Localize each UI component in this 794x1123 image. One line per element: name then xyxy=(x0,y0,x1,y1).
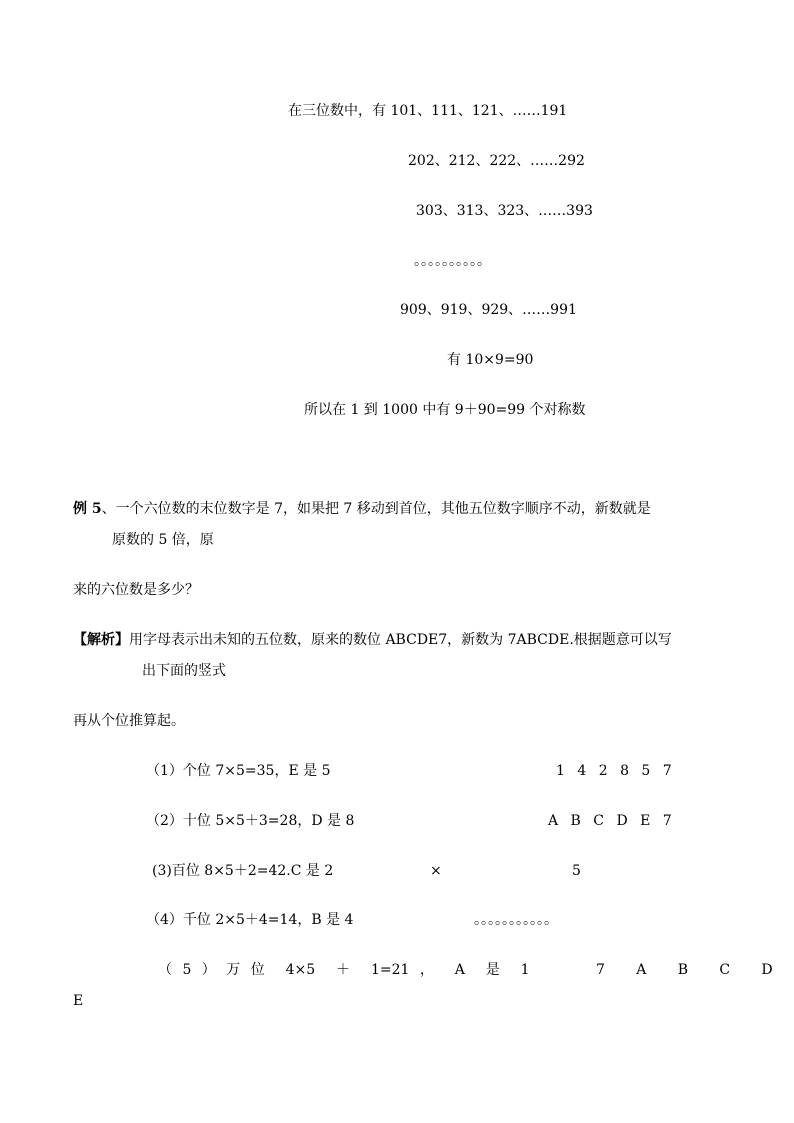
sym-count-line: 有 10×9=90 xyxy=(447,352,534,368)
multiply-sign: × xyxy=(430,863,442,879)
sym-line-3: 303、313、323、……393 xyxy=(416,203,593,219)
step-1: （1）个位 7×5=35，E 是 5 xyxy=(146,763,331,779)
example-5-label: 例 5 xyxy=(73,501,102,517)
analysis-label: 【解析】 xyxy=(73,632,129,648)
vertical-row-7abcde: 7 A B C D xyxy=(596,962,773,978)
vertical-rule-dots: 。。。。。。。。。。。 xyxy=(474,912,558,928)
vertical-row-7abcde-wrap: E xyxy=(73,993,84,1009)
sym-line-9: 909、919、929、……991 xyxy=(400,302,577,318)
analysis-line-2: 出下面的竖式 xyxy=(142,663,226,679)
analysis-line-1 xyxy=(73,631,672,649)
sym-conclusion: 所以在 1 到 1000 中有 9＋90=99 个对称数 xyxy=(304,402,586,418)
sym-ellipsis-line: 。。。。。。。。。。 xyxy=(414,253,491,269)
example-5-line-2: 原数的 5 倍，原 xyxy=(112,532,214,548)
analysis-text-1: 用字母表示出未知的五位数，原来的数位 ABCDE7，新数为 7ABCDE.根据题意可以写 xyxy=(129,632,672,648)
vertical-row-multiplier: 5 xyxy=(572,863,581,879)
vertical-row-result-digits: 1 4 2 8 5 7 xyxy=(556,763,676,779)
example-5-text-1: 、一个六位数的末位数字是 7，如果把 7 移动到首位，其他五位数字顺序不动，新数就是 xyxy=(101,501,651,517)
step-5: （ 5 ） 万 位 4×5 ＋ 1=21 ， A 是 1 xyxy=(158,962,530,978)
step-3: (3)百位 8×5＋2=42.C 是 2 xyxy=(152,863,334,879)
analysis-line-3: 再从个位推算起。 xyxy=(73,713,185,729)
vertical-row-abcde7: A B C D E 7 xyxy=(548,813,676,829)
example-5-line-3: 来的六位数是多少？ xyxy=(73,582,199,598)
step-4: （4）千位 2×5＋4=14，B 是 4 xyxy=(146,912,354,928)
step-2: （2）十位 5×5＋3=28，D 是 8 xyxy=(146,813,355,829)
sym-line-2: 202、212、222、……292 xyxy=(408,153,585,169)
sym-line-1: 在三位数中，有 101、111、121、……191 xyxy=(288,103,568,119)
example-5-line-1 xyxy=(73,500,651,518)
